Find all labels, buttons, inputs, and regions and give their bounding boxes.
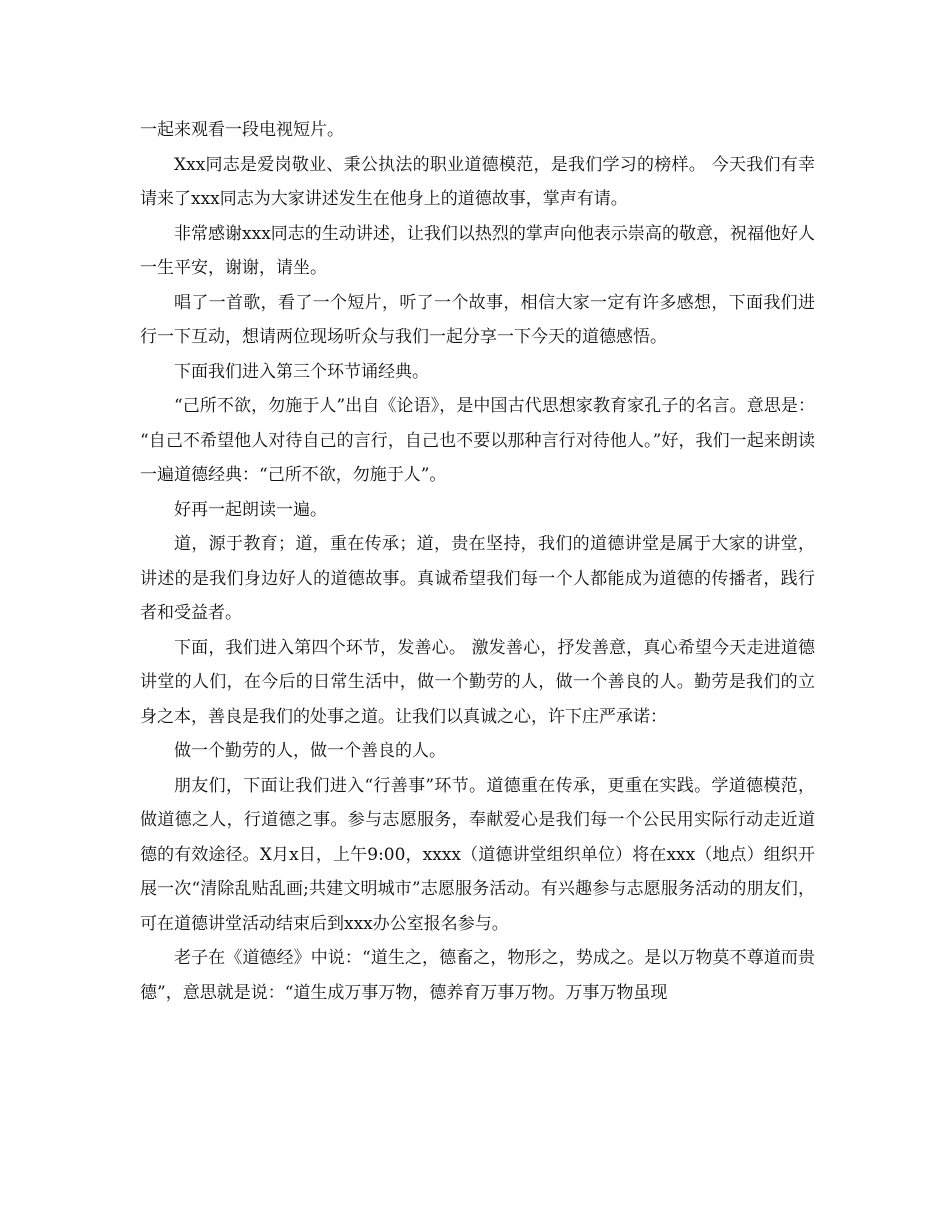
paragraph-5: 下面我们进入第三个环节诵经典。 <box>174 361 429 382</box>
paragraph-11: 朋友们，下面让我们进入“行善事”环节。道德重在传承，更重在实践。学道德模范，做道德之人，行道德之事。参与志愿服务，奉献爱心是我们每一个公民用实际行动走近道德的有效途径。X月x日，上午9:00，xxxx（道德讲堂组织单位）将在xxx（地点）组织开展一次“清除乱贴乱画;共建文明城市”志愿服务活动。有兴趣参与志愿服务活动的朋友们，可在道德讲堂活动结束后到xxx办公室报名参与。 <box>140 775 815 934</box>
paragraph-10: 做一个勤劳的人，做一个善良的人。 <box>174 741 446 761</box>
paragraph-3: 非常感谢xxx同志的生动讲述，让我们以热烈的掌声向他表示崇高的敬意，祝福他好人一生平安，谢谢，请坐。 <box>140 223 815 278</box>
paragraph-12: 老子在《道德经》中说：“道生之，德畜之，物形之，势成之。是以万物莫不尊道而贵德”，意思就是说：“道生成万事万物，德养育万事万物。万事万物虽现 <box>140 948 815 1003</box>
paragraph-6: “己所不欲，勿施于人”出自《论语》，是中国古代思想家教育家孔子的名言。意思是：“自己不希望他人对待自己的言行，自己也不要以那种言行对待他人。”好，我们一起来朗读一遍道德经典：“己所不欲，勿施于人”。 <box>140 396 815 485</box>
paragraph-8: 道，源于教育；道，重在传承；道，贵在坚持，我们的道德讲堂是属于大家的讲堂，讲述的是我们身边好人的道德故事。真诚希望我们每一个人都能成为道德的传播者，践行者和受益者。 <box>140 534 815 623</box>
paragraph-2: Xxx同志是爱岗敬业、秉公执法的职业道德模范，是我们学习的榜样。 今天我们有幸请来了xxx同志为大家讲述发生在他身上的道德故事，掌声有请。 <box>140 154 815 209</box>
paragraph-1: 一起来观看一段电视短片。 <box>140 120 344 140</box>
paragraph-9: 下面，我们进入第四个环节，发善心。 激发善心，抒发善意，真心希望今天走进道德讲堂的人们，在今后的日常生活中，做一个勤劳的人，做一个善良的人。勤劳是我们的立身之本，善良是我们的处事之道。让我们以真诚之心，许下庄严承诺： <box>140 637 815 727</box>
paragraph-7: 好再一起朗读一遍。 <box>174 499 327 520</box>
paragraph-4: 唱了一首歌，看了一个短片，听了一个故事，相信大家一定有许多感想，下面我们进行一下互动，想请两位现场听众与我们一起分享一下今天的道德感悟。 <box>140 292 815 347</box>
document-body <box>140 113 815 1010</box>
